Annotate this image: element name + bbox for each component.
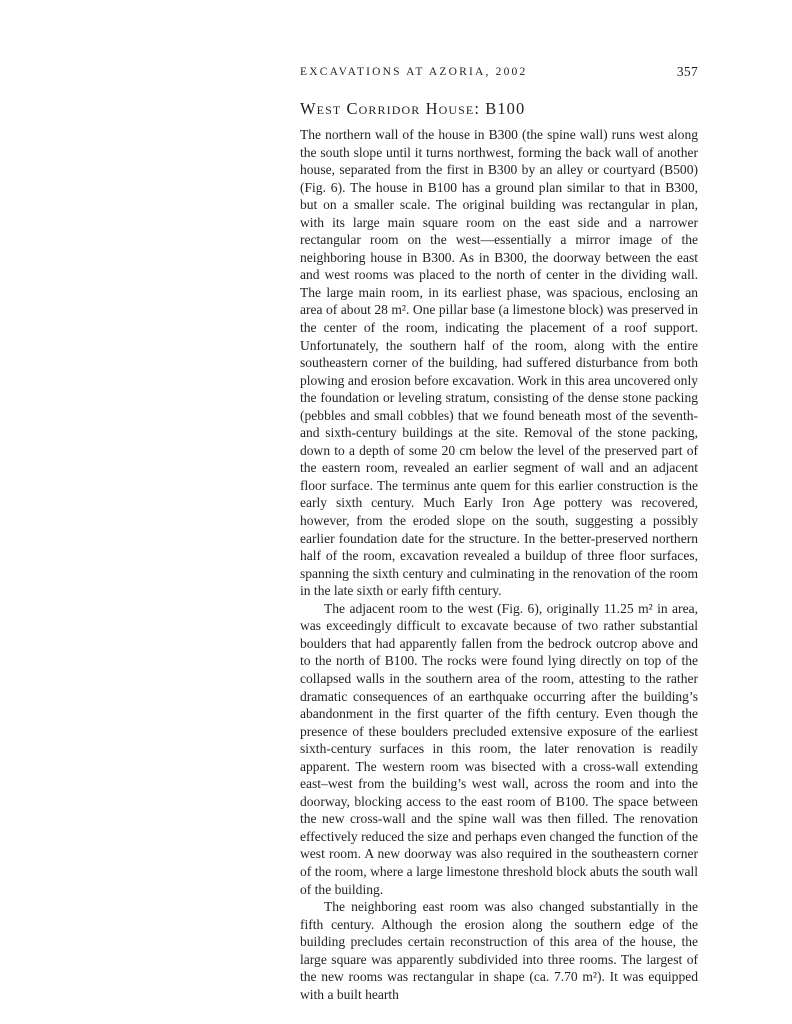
running-header: EXCAVATIONS AT AZORIA, 2002 [300,66,528,78]
paragraph-2: The adjacent room to the west (Fig. 6), originally 11.25 m² in area, was exceedingly difficult to excavate because of two rather substantial boulders that had apparently fallen from the bedrock outcrop above and to the north of B100. The rocks were found lying directly on top of the collapsed walls in the southern area of the room, attesting to the rather dramatic consequences of an earthquake occurring after the building’s abandonment in the first quarter of the fifth century. Even though the presence of these boulders precluded extensive exposure of the earliest sixth-century surfaces in this room, the later renovation is readily apparent. The western room was bisected with a cross-wall extending east–west from the building’s west wall, across the room and into the doorway, blocking access to the east room of B100. The space between the new cross-wall and the spine wall was then filled. The renovation effectively reduced the size and perhaps even changed the function of the west room. A new doorway was also required in the southeastern corner of the room, where a large limestone threshold block abuts the south wall of the building. [300,600,698,897]
paragraph-3: The neighboring east room was also changed substantially in the fifth century. Although the erosion along the southern edge of the building precludes certain reconstruction of this area of the house, the large square was apparently subdivided into three rooms. The largest of the new rooms was rectangular in shape (ca. 7.70 m²). It was equipped with a built hearth [300,899,698,1002]
page-number: 357 [676,64,698,79]
body-text [300,126,698,1003]
paragraph-1: The northern wall of the house in B300 (the spine wall) runs west along the south slope until it turns northwest, forming the back wall of another house, separated from the first in B300 by an alley or courtyard (B500) (Fig. 6). The house in B100 has a ground plan similar to that in B300, but on a smaller scale. The original building was rectangular in plan, with its large main square room on the east side and a narrower rectangular room on the west—essentially a mirror image of the neighboring house in B300. As in B300, the doorway between the east and west rooms was placed to the north of center in the dividing wall. The large main room, in its earliest phase, was spacious, enclosing an area of about 28 m². One pillar base (a limestone block) was preserved in the center of the room, indicating the placement of a roof support. Unfortunately, the southern half of the room, along with the entire southeastern corner of the building, had suffered disturbance from both plowing and erosion before excavation. Work in this area uncovered only the foundation or leveling stratum, consisting of the dense stone packing (pebbles and small cobbles) that we found beneath most of the seventh- and sixth-century buildings at the site. Removal of the stone packing, down to a depth of some 20 cm below the level of the preserved part of the eastern room, revealed an earlier segment of wall and an adjacent floor surface. The terminus ante quem for this earlier construction is the early sixth century. Much Early Iron Age pottery was recovered, however, from the eroded slope on the south, suggesting a possibly earlier foundation date for the structure. In the better-preserved northern half of the room, excavation revealed a buildup of three floor surfaces, spanning the sixth century and culminating in the renovation of the room in the late sixth or early fifth century. [300,127,698,599]
section-title: West Corridor House: B100 [300,99,526,118]
